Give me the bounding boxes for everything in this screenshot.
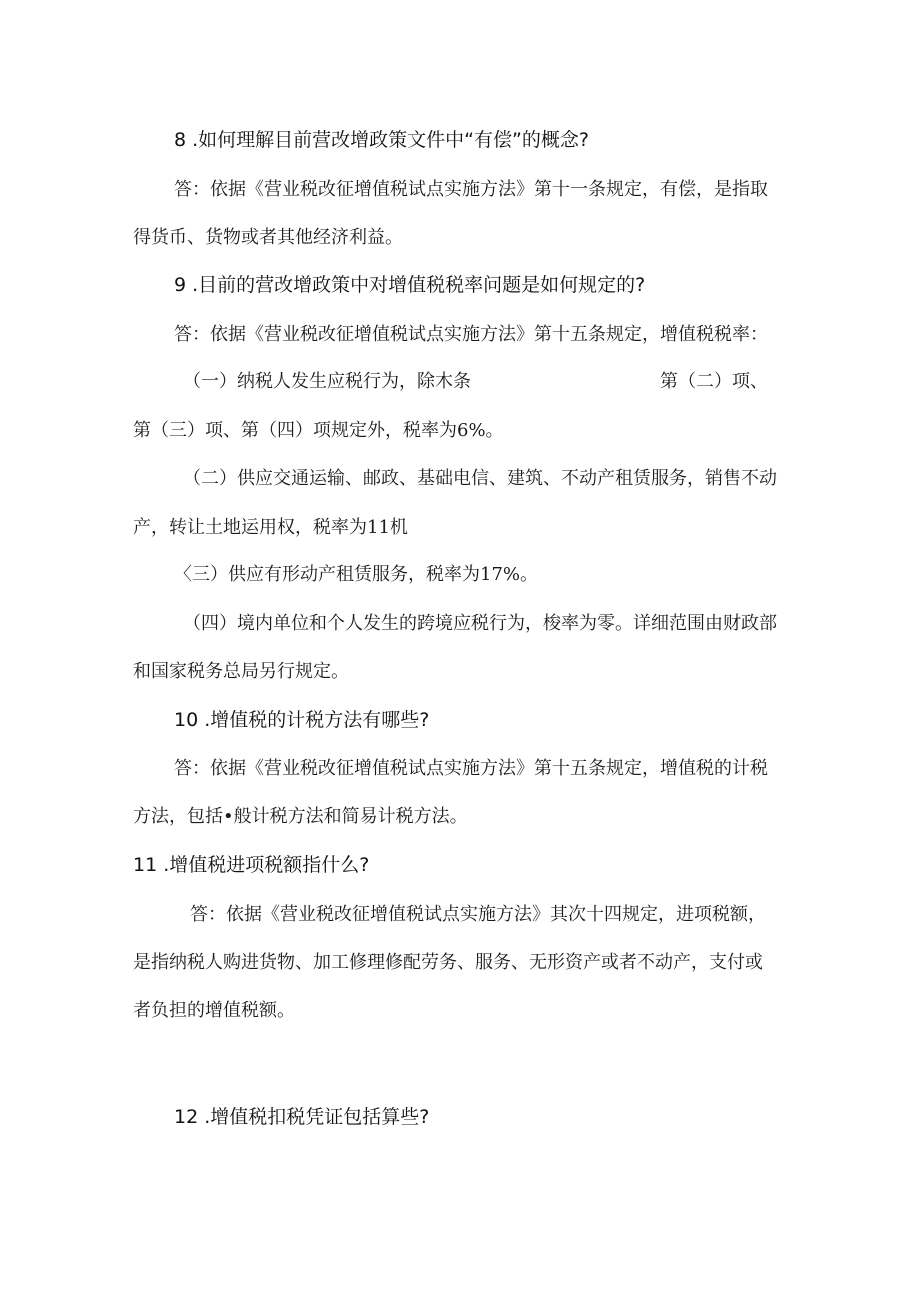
answer-9-item-4-line-1: （四）境内单位和个人发生的跨境应税行为，梭率为零。详细范围由财政部: [183, 613, 777, 634]
answer-9-item-3: 〈三）供应有形动产租赁服务，税率为17%。: [174, 564, 539, 585]
answer-10-line-1: 答：依据《营业税改征增值税试点实施方法》第十五条规定，增值税的计税: [174, 758, 768, 779]
question-11-heading: 11 .增值税进项税额指什么?: [133, 854, 370, 876]
answer-9-item-4-line-2: 和国家税务总局另行规定。: [133, 661, 349, 682]
answer-8-line-1: 答：依据《营业税改征增值税试点实施方法》第十一条规定，有偿，是指取: [174, 179, 768, 200]
question-12-heading: 12 .增值税扣税凭证包括算些?: [174, 1106, 430, 1128]
answer-9-item-2-line-2: 产，转让土地运用权，税率为11机: [133, 517, 408, 538]
answer-10-line-2: 方法，包括•般计税方法和简易计税方法。: [133, 806, 468, 827]
answer-11-line-1: 答：依据《营业税改征增值税试点实施方法》其次十四规定，进项税额，: [190, 904, 766, 925]
answer-8-line-2: 得货币、货物或者其他经济利益。: [133, 227, 403, 248]
question-10-heading: 10 .增值税的计税方法有哪些?: [174, 709, 430, 731]
answer-11-line-3: 者负担的增值税额。: [133, 1000, 295, 1021]
question-8-heading: 8 .如何理解目前营改增政策文件中“有偿”的概念?: [174, 129, 589, 151]
question-9-heading: 9 .目前的营改增政策中对增值税税率问题是如何规定的?: [174, 274, 646, 296]
answer-9-item-2-line-1: （二）供应交通运输、邮政、基础电信、建筑、不动产租赁服务，销售不动: [183, 468, 777, 489]
answer-9-item-1-line-2: 第（三）项、第（四）项规定外，税率为6%。: [133, 420, 504, 441]
answer-9-line-1: 答：依据《营业税改征增值税试点实施方法》第十五条规定，增值税税率：: [174, 324, 768, 345]
answer-9-item-1-part-1: （一）纳税人发生应税行为，除木条: [183, 371, 471, 392]
answer-9-item-1-part-2: 第（二）项、: [660, 371, 768, 392]
answer-11-line-2: 是指纳税人购进货物、加工修理修配劳务、服务、无形资产或者不动产，支付或: [133, 952, 763, 973]
